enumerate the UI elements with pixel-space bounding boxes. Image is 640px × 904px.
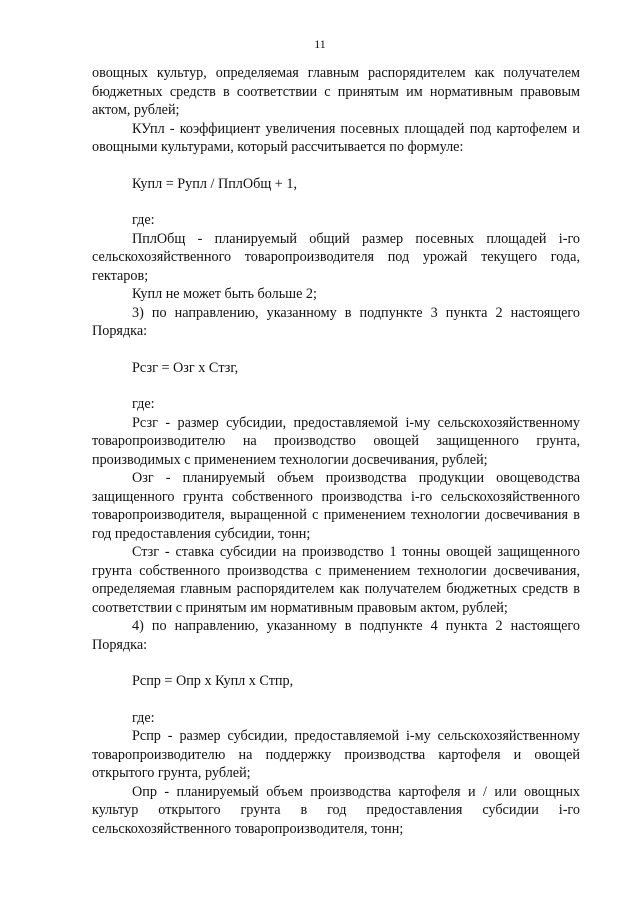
formula-where-label: где: [132,709,155,726]
formula-line: Купл = Рупл / ПплОбщ + 1, [132,175,297,192]
paragraph: Рсзг - размер субсидии, предоставляемой i-му сельскохозяйственному товаропроизводителю на производство овощей защищенного грунта, производимых с применением технологии досвечивания, рублей; [92,414,580,468]
paragraph: Рспр - размер субсидии, предоставляемой i-му сельскохозяйственному товаропроизводителю на поддержку производства картофеля и овощей открытого грунта, рублей; [92,728,580,781]
paragraph-spacer [92,341,580,359]
formula-line: Рсзг = Озг x Cтзг, [132,359,239,376]
paragraph: овощных культур, определяемая главным распорядителем как получателем бюджетных средств в соответствии с принятым им нормативным правовым актом, рублей; [92,65,580,118]
paragraph-spacer [92,654,580,672]
paragraph: ПплОбщ - планируемый общий размер посевных площадей i-го сельскохозяйственного товаропроизводителя под урожай текущего года, гектаров; [92,230,580,284]
paragraph-spacer [92,691,580,709]
paragraph: Стзг - ставка субсидии на производство 1 тонны овощей защищенного грунта собственного производства с применением технологии досвечивания, определяемая главным распорядителем как получателем бюджетных средств в соответствии с принятым им нормативным правовым актом, рублей; [92,544,580,616]
document-body [92,64,580,838]
paragraph: КУпл - коэффициент увеличения посевных площадей под картофелем и овощными культурами, который рассчитывается по формуле: [92,120,580,155]
paragraph: 4) по направлению, указанному в подпункте 4 пункта 2 настоящего Порядка: [92,618,580,653]
paragraph: 3) по направлению, указанному в подпункте 3 пункта 2 настоящего Порядка: [92,304,580,339]
paragraph-spacer [92,377,580,395]
formula-line: Рспр = Опр x Купл x Стпр, [132,673,294,689]
paragraph: Купл не может быть больше 2; [132,286,317,302]
paragraph-spacer [92,157,580,175]
formula-where-label: где: [132,396,155,412]
paragraph: Озг - планируемый объем производства продукции овощеводства защищенного грунта собственного производства i-го сельскохозяйственного товаропроизводителя, выращенной с применением технологии досвечивания в год предоставления субсидии, тонн; [92,470,580,542]
formula-where-label: где: [132,212,155,228]
paragraph: Опр - планируемый объем производства картофеля и / или овощных культур открытого грунта в год предоставления субсидии i-го сельскохозяйственного товаропроизводителя, тонн; [92,783,580,837]
paragraph-spacer [92,193,580,211]
page-number: 11 [314,37,326,51]
